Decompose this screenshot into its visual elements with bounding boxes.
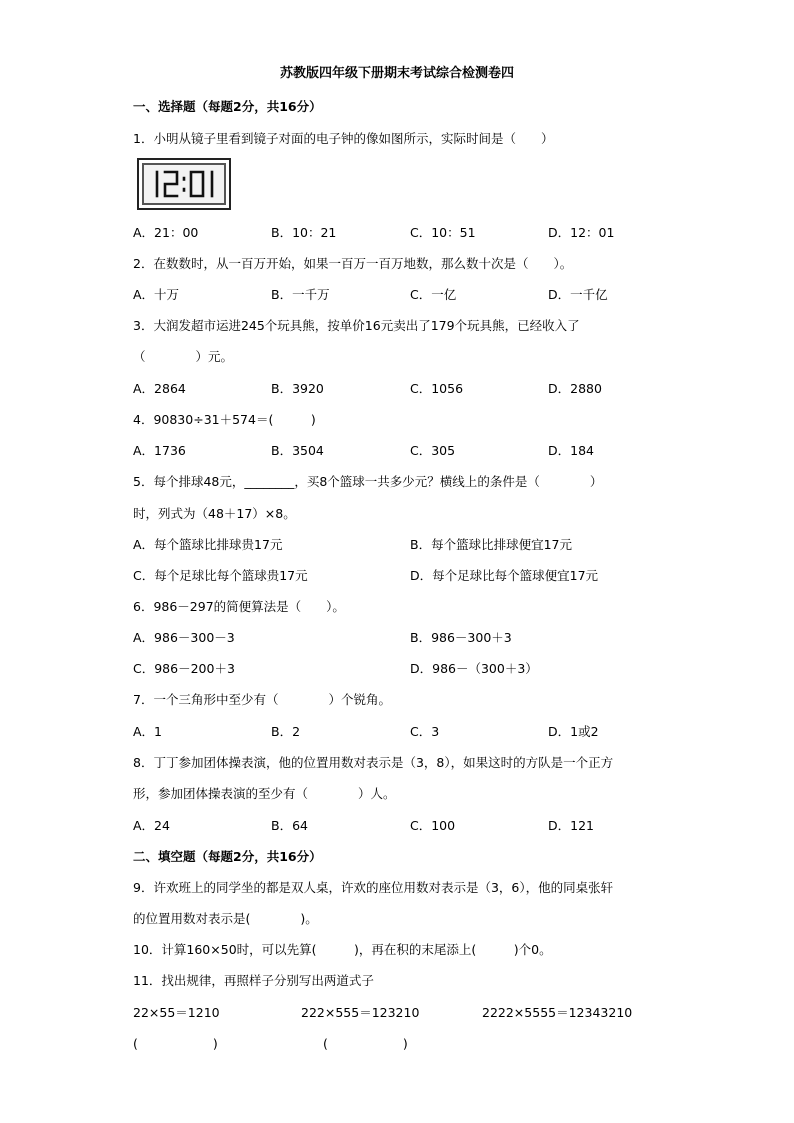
question-3-text-line2: （ ）元。 <box>133 349 234 364</box>
q5-option-d[interactable]: D．每个足球比每个篮球便宜17元 <box>410 568 599 583</box>
q11-example-1: 22×55＝1210 <box>133 1005 220 1020</box>
q2-option-c[interactable]: C．一亿 <box>410 287 457 302</box>
q7-option-d[interactable]: D．1或2 <box>548 724 599 739</box>
q11-example-2: 222×555＝123210 <box>301 1005 420 1020</box>
q2-option-b[interactable]: B．一千万 <box>271 287 330 302</box>
question-3-text-line1: 3．大润发超市运进245个玩具熊，按单价16元卖出了179个玩具熊，已经收入了 <box>133 318 580 333</box>
q11-answer-blank-2[interactable]: ( ) <box>323 1036 408 1051</box>
q1-option-b[interactable]: B．10：21 <box>271 225 337 240</box>
q4-option-a[interactable]: A．1736 <box>133 443 186 458</box>
question-6-text: 6．986－297的简便算法是（ ）。 <box>133 599 345 614</box>
q3-option-c[interactable]: C．1056 <box>410 381 464 396</box>
question-10-text: 10．计算160×50时，可以先算( )，再在积的末尾添上( )个0。 <box>133 942 552 957</box>
question-8-text-line1: 8．丁丁参加团体操表演，他的位置用数对表示是（3，8），如果这时的方队是一个正方 <box>133 755 614 770</box>
question-11-text: 11．找出规律，再照样子分别写出两道式子 <box>133 973 374 988</box>
section-heading-choice: 一、选择题（每题2分，共16分） <box>133 99 322 114</box>
q5-option-c[interactable]: C．每个足球比每个篮球贵17元 <box>133 568 308 583</box>
question-1-text: 1．小明从镜子里看到镜子对面的电子钟的像如图所示，实际时间是（ ） <box>133 131 554 146</box>
q4-option-b[interactable]: B．3504 <box>271 443 324 458</box>
question-4-text: 4．90830÷31＋574＝( ) <box>133 412 316 427</box>
q6-option-a[interactable]: A．986－300－3 <box>133 630 235 645</box>
q7-option-a[interactable]: A．1 <box>133 724 163 739</box>
q8-option-c[interactable]: C．100 <box>410 818 456 833</box>
q3-option-d[interactable]: D．2880 <box>548 381 602 396</box>
q2-option-d[interactable]: D．一千亿 <box>548 287 608 302</box>
q6-option-d[interactable]: D．986－（300＋3） <box>410 661 538 676</box>
q7-option-b[interactable]: B．2 <box>271 724 301 739</box>
q11-answer-blank-1[interactable]: ( ) <box>133 1036 218 1051</box>
q1-option-d[interactable]: D．12：01 <box>548 225 615 240</box>
q5-option-b[interactable]: B．每个篮球比排球便宜17元 <box>410 537 572 552</box>
question-9-text-line1: 9．许欢班上的同学坐的都是双人桌，许欢的座位用数对表示是（3，6），他的同桌张轩 <box>133 880 614 895</box>
q1-option-a[interactable]: A．21：00 <box>133 225 199 240</box>
question-9-text-line2: 的位置用数对表示是( )。 <box>133 911 318 926</box>
q7-option-c[interactable]: C．3 <box>410 724 440 739</box>
q3-option-b[interactable]: B．3920 <box>271 381 324 396</box>
q6-option-c[interactable]: C．986－200＋3 <box>133 661 235 676</box>
q6-option-b[interactable]: B．986－300＋3 <box>410 630 512 645</box>
q11-example-3: 2222×5555＝12343210 <box>482 1005 633 1020</box>
document-title: 苏教版四年级下册期末考试综合检测卷四 <box>279 66 514 81</box>
q4-option-d[interactable]: D．184 <box>548 443 594 458</box>
q3-option-a[interactable]: A．2864 <box>133 381 186 396</box>
question-5-text-line2: 时，列式为（48＋17）×8。 <box>133 506 296 521</box>
q8-option-d[interactable]: D．121 <box>548 818 594 833</box>
question-7-text: 7．一个三角形中至少有（ ）个锐角。 <box>133 692 391 707</box>
digital-clock-digits-icon <box>139 160 229 208</box>
question-2-text: 2．在数数时，从一百万开始，如果一百万一百万地数，那么数十次是（ ）。 <box>133 256 573 271</box>
question-8-text-line2: 形，参加团体操表演的至少有（ ）人。 <box>133 786 396 801</box>
question-5-text-line1: 5．每个排球48元，________，买8个篮球一共多少元？横线上的条件是（ ） <box>133 474 603 489</box>
q8-option-a[interactable]: A．24 <box>133 818 170 833</box>
q2-option-a[interactable]: A．十万 <box>133 287 180 302</box>
q8-option-b[interactable]: B．64 <box>271 818 308 833</box>
mirrored-digital-clock-image <box>137 158 231 210</box>
q4-option-c[interactable]: C．305 <box>410 443 456 458</box>
q5-option-a[interactable]: A．每个篮球比排球贵17元 <box>133 537 283 552</box>
section-heading-fill-blank: 二、填空题（每题2分，共16分） <box>133 849 322 864</box>
q1-option-c[interactable]: C．10：51 <box>410 225 476 240</box>
